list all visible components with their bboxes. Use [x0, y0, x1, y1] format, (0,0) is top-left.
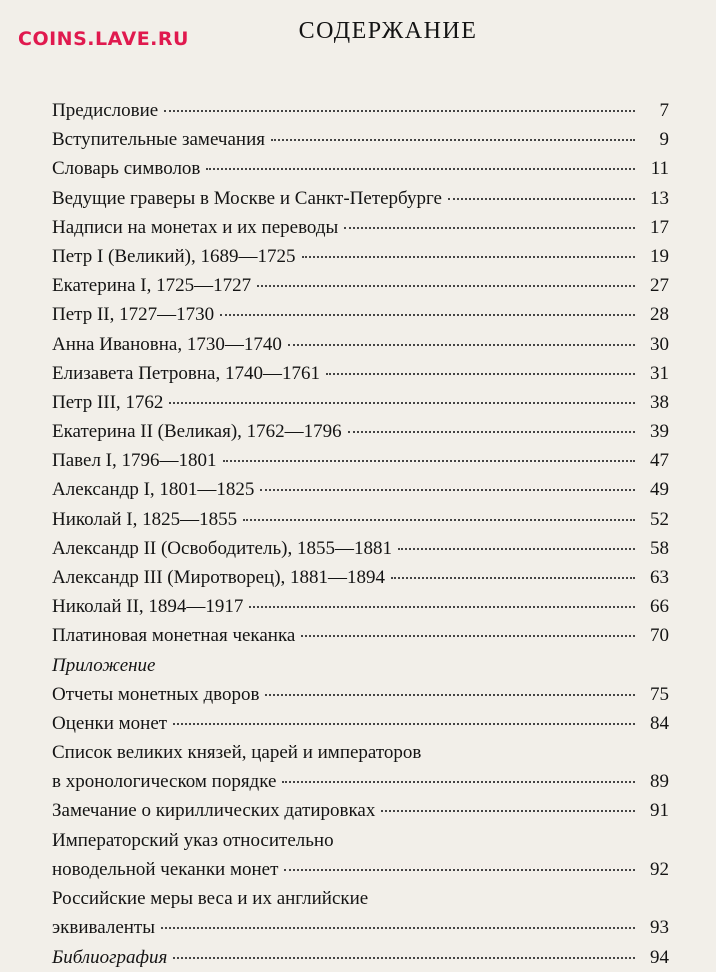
toc-page-number: 70 — [650, 625, 669, 647]
dot-leader — [271, 139, 635, 141]
dot-leader — [448, 198, 635, 200]
dot-leader — [381, 810, 635, 812]
toc-page-number: 38 — [650, 391, 669, 413]
toc-entry — [52, 242, 669, 271]
toc-page-number: 84 — [650, 712, 669, 734]
site-watermark: COINS.LAVE.RU — [18, 28, 189, 50]
dot-leader — [169, 402, 635, 404]
dot-leader — [220, 314, 635, 316]
toc-page-number: 75 — [650, 683, 669, 705]
toc-page-number: 92 — [650, 858, 669, 880]
toc-page-number: 7 — [659, 100, 669, 121]
toc-entry-text: Замечание о кириллических датировках — [52, 800, 376, 822]
toc-entry — [52, 417, 669, 446]
toc-entry — [52, 184, 669, 213]
toc-entry — [52, 884, 669, 943]
toc-entry-text: Екатерина I, 1725—1727 — [52, 275, 252, 297]
toc-page-number: 66 — [650, 596, 669, 618]
dot-leader — [260, 489, 635, 491]
toc-entry-text: Список великих князей, царей и императоров — [52, 741, 422, 763]
toc-entry — [52, 154, 669, 183]
toc-entry — [52, 534, 669, 563]
toc-entry — [52, 738, 669, 797]
toc-entry-text: Словарь символов — [52, 158, 201, 180]
toc-entry — [52, 125, 669, 154]
toc-entry-continuation: эквиваленты — [52, 917, 155, 939]
toc-entry-text: Вступительные замечания — [52, 129, 265, 151]
toc-entry-continuation: в хронологическом порядке — [52, 770, 277, 792]
toc-page-number: 13 — [650, 187, 669, 209]
toc-page-number: 49 — [650, 479, 669, 501]
toc-page-number: 91 — [650, 800, 669, 822]
toc-page-number: 89 — [650, 770, 669, 792]
page-title: СОДЕРЖАНИЕ — [298, 18, 478, 44]
appendix-heading: Приложение — [52, 654, 156, 676]
toc-entry-text: Николай I, 1825—1855 — [52, 508, 238, 530]
toc-entry-text: Павел I, 1796—1801 — [52, 450, 217, 472]
toc-entry-text: Александр III (Миротворец), 1881—1894 — [52, 567, 386, 588]
toc-page-number: 39 — [650, 421, 669, 443]
dot-leader — [282, 781, 635, 783]
toc-entry-continuation: новодельной чеканки монет — [52, 858, 279, 880]
toc-entry — [52, 475, 669, 504]
toc-page-number: 31 — [650, 362, 669, 384]
dot-leader — [288, 344, 635, 346]
toc-page-number: 19 — [650, 245, 669, 267]
toc-entry-text: Библиография — [52, 946, 168, 968]
toc-page-number: 94 — [650, 946, 669, 968]
toc-entry-text: Отчеты монетных дворов — [52, 683, 260, 705]
toc-entry — [52, 388, 669, 417]
dot-leader — [173, 957, 635, 959]
toc-entry — [52, 826, 669, 885]
toc-entry — [52, 505, 669, 534]
dot-leader — [249, 606, 635, 608]
toc-page-number: 93 — [650, 917, 669, 939]
toc-entry-text: Екатерина II (Великая), 1762—1796 — [52, 421, 342, 443]
toc-entry-text: Петр III, 1762 — [52, 391, 164, 413]
toc-entry — [52, 943, 669, 972]
dot-leader — [257, 285, 635, 287]
dot-leader — [302, 256, 636, 258]
toc-page-number: 28 — [650, 304, 669, 326]
toc-entry — [52, 300, 669, 329]
dot-leader — [348, 431, 635, 433]
toc-entry — [52, 96, 669, 125]
toc-page-number: 47 — [650, 450, 669, 472]
dot-leader — [344, 227, 635, 229]
toc-entry — [52, 680, 669, 709]
toc-entry — [52, 796, 669, 825]
dot-leader — [173, 723, 635, 725]
toc-entry-text: Петр II, 1727—1730 — [52, 304, 215, 326]
toc-entry — [52, 709, 669, 738]
toc-entry — [52, 563, 669, 592]
toc-page-number: 30 — [650, 333, 669, 355]
dot-leader — [223, 460, 635, 462]
dot-leader — [164, 110, 635, 112]
table-of-contents — [52, 96, 669, 972]
toc-page-number: 58 — [650, 537, 669, 559]
toc-entry — [52, 621, 669, 650]
toc-entry — [52, 359, 669, 388]
toc-entry-text: Петр I (Великий), 1689—1725 — [52, 245, 296, 267]
toc-entry — [52, 271, 669, 300]
toc-entry — [52, 330, 669, 359]
toc-page-number: 52 — [650, 508, 669, 530]
toc-page-number: 27 — [650, 275, 669, 297]
toc-page-number: 17 — [650, 216, 669, 238]
dot-leader — [301, 635, 635, 637]
toc-entry-text: Предисловие — [52, 100, 159, 121]
dot-leader — [206, 168, 635, 170]
dot-leader — [284, 869, 635, 871]
toc-entry — [52, 213, 669, 242]
toc-page-number: 63 — [650, 567, 669, 588]
toc-page-number: 9 — [659, 129, 669, 151]
toc-page-number: 11 — [650, 158, 669, 180]
toc-entry-text: Оценки монет — [52, 712, 168, 734]
dot-leader — [398, 548, 635, 550]
toc-entry-text: Елизавета Петровна, 1740—1761 — [52, 362, 320, 384]
dot-leader — [391, 577, 635, 579]
toc-entry-text: Надписи на монетах и их переводы — [52, 216, 339, 238]
toc-entry-text: Николай II, 1894—1917 — [52, 596, 244, 618]
toc-entry-text: Анна Ивановна, 1730—1740 — [52, 333, 282, 355]
toc-entry — [52, 446, 669, 475]
dot-leader — [265, 694, 635, 696]
toc-entry-text: Российские меры веса и их английские — [52, 888, 369, 910]
dot-leader — [326, 373, 635, 375]
toc-entry-text: Ведущие граверы в Москве и Санкт-Петербурге — [52, 187, 442, 209]
dot-leader — [243, 519, 635, 521]
toc-entry-text: Александр I, 1801—1825 — [52, 479, 255, 501]
dot-leader — [161, 927, 635, 929]
toc-entry-text: Платиновая монетная чеканка — [52, 625, 296, 647]
toc-entry-text: Императорский указ относительно — [52, 829, 334, 851]
toc-entry — [52, 592, 669, 621]
toc-entry-text: Александр II (Освободитель), 1855—1881 — [52, 537, 392, 559]
